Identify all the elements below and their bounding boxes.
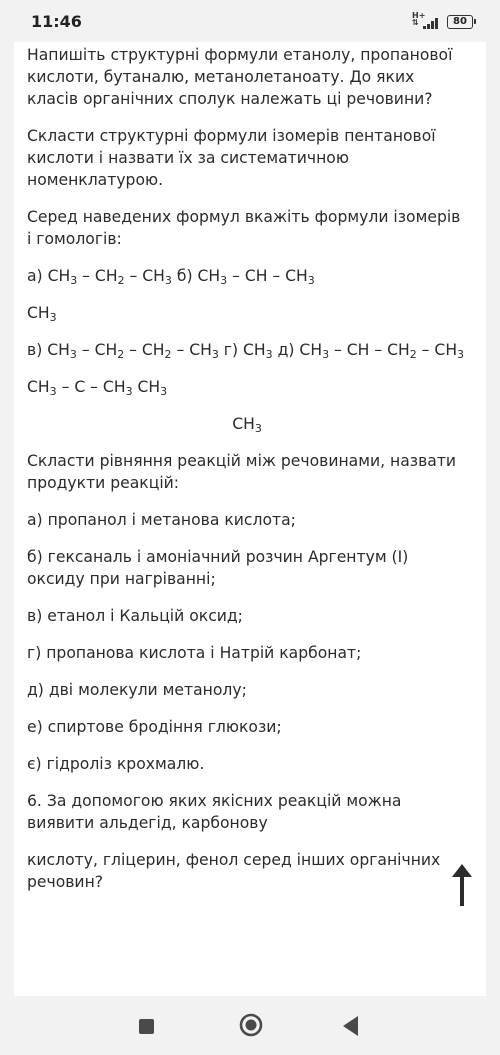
scroll-to-top-arrow-icon[interactable] — [450, 864, 474, 906]
question-card — [14, 42, 486, 996]
task-paragraph: Напишіть структурні формули етанолу, пропанової кислоти, бутаналю, метанолетаноату. До яких класів органічних сполук належать ці речовини? — [27, 46, 453, 108]
battery-level: 80 — [453, 16, 467, 27]
reaction-item: в) етанол і Кальцій оксид; — [27, 607, 243, 625]
status-bar — [0, 0, 500, 42]
battery-icon — [447, 15, 473, 29]
formula-line: а) $CH_3 - CH_2 - CH_3$ б) $CH_3$ – CH – $CH_3$ — [27, 267, 315, 287]
formula-line: $CH_3$ – C – $CH_3$ $CH_3$ — [27, 378, 168, 398]
reaction-item: е) спиртове бродіння глюкози; — [27, 718, 282, 736]
status-time: 11:46 — [31, 12, 82, 31]
task-paragraph: Серед наведених формул вкажіть формули ізомерів і гомологів: — [27, 208, 461, 248]
home-button[interactable] — [239, 1013, 263, 1037]
reaction-item: б) гексаналь і амоніачний розчин Аргентум (I) оксиду при нагріванні; — [27, 548, 409, 588]
formula-line: $CH_3$ — [232, 415, 262, 435]
system-navigation-bar — [0, 996, 500, 1055]
recent-apps-button[interactable] — [139, 1019, 154, 1034]
task-paragraph: 6. За допомогою яких якісних реакцій можна виявити альдегід, карбонову — [27, 792, 402, 832]
reaction-item: г) пропанова кислота і Натрій карбонат; — [27, 644, 362, 662]
reaction-item: а) пропанол і метанова кислота; — [27, 511, 296, 529]
reaction-item: д) дві молекули метанолу; — [27, 681, 247, 699]
formula-line: в) $CH_3 - CH_2 - CH_2 - CH_3$ г) $CH_3$ д) $CH_3$ – CH – $CH_2 - CH_3$ — [27, 341, 465, 361]
task-paragraph: Скласти структурні формули ізомерів пентанової кислоти і назвати їх за систематичною номенклатурою. — [27, 127, 436, 189]
formula-line: $CH_3$ — [27, 304, 57, 324]
back-button[interactable] — [342, 1015, 360, 1037]
question-text — [27, 44, 467, 893]
network-type-indicator: H+ ⇅ — [412, 11, 426, 27]
task-paragraph: Скласти рівняння реакцій між речовинами, назвати продукти реакцій: — [27, 452, 457, 492]
signal-strength-icon — [423, 17, 441, 29]
task-paragraph: кислоту, гліцерин, фенол серед інших органічних речовин? — [27, 851, 441, 891]
reaction-item: є) гідроліз крохмалю. — [27, 755, 205, 773]
